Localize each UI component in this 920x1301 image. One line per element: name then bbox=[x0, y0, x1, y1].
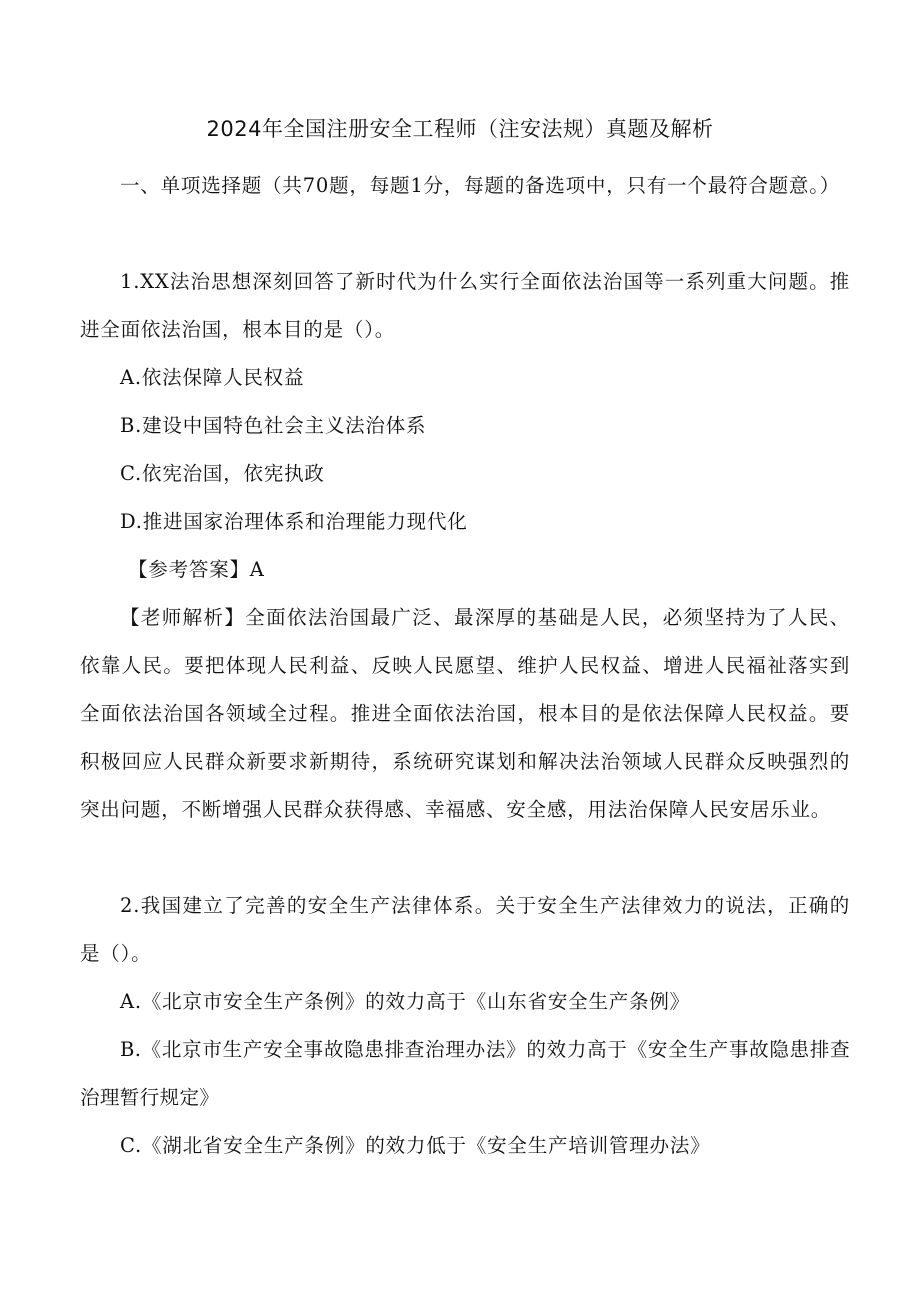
question-2-option-a: A.《北京市安全生产条例》的效力高于《山东省安全生产条例》 bbox=[120, 990, 690, 1013]
question-1-stem: 1.XX法治思想深刻回答了新时代为什么实行全面依法治国等一系列重大问题。推进全面依法治国，根本目的是（）。 bbox=[80, 270, 850, 341]
question-1-option-d: D.推进国家治理体系和治理能力现代化 bbox=[120, 510, 468, 533]
question-1-option-a: A.依法保障人民权益 bbox=[120, 366, 305, 389]
section-heading: 一、单项选择题（共70题，每题1分，每题的备选项中，只有一个最符合题意。） bbox=[120, 174, 841, 197]
question-2-option-b: B.《北京市生产安全事故隐患排查治理办法》的效力高于《安全生产事故隐患排查治理暂行规定》 bbox=[80, 1038, 850, 1109]
question-2-stem: 2.我国建立了完善的安全生产法律体系。关于安全生产法律效力的说法，正确的是（）。 bbox=[80, 894, 850, 965]
question-1-option-c: C.依宪治国，依宪执政 bbox=[120, 462, 325, 485]
question-2-option-c: C.《湖北省安全生产条例》的效力低于《安全生产培训管理办法》 bbox=[120, 1134, 711, 1157]
question-1-analysis: 【老师解析】全面依法治国最广泛、最深厚的基础是人民，必须坚持为了人民、依靠人民。要把体现人民利益、反映人民愿望、维护人民权益、增进人民福祉落实到全面依法治国各领域全过程。推进全面依法治国，根本目的是依法保障人民权益。要积极回应人民群众新要求新期待，系统研究谋划和解决法治领域人民群众反映强烈的突出问题，不断增强人民群众获得感、幸福感、安全感，用法治保障人民安居乐业。 bbox=[80, 606, 850, 821]
question-1-answer: 【参考答案】A bbox=[128, 558, 265, 581]
question-1-option-b: B.建设中国特色社会主义法治体系 bbox=[120, 414, 427, 437]
document-title: 2024年全国注册安全工程师（注安法规）真题及解析 bbox=[206, 117, 714, 141]
